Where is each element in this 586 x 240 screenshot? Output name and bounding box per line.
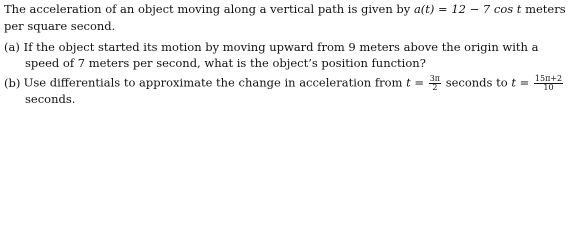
- from-fraction: [429, 75, 441, 92]
- intro-text-continued: per square second.: [4, 19, 116, 33]
- from-numerator: 3π: [429, 74, 441, 83]
- part-b-line-2: [25, 92, 75, 106]
- to-denominator: 10: [543, 83, 554, 92]
- t-equals-to: t =: [511, 75, 533, 90]
- part-a-text-continued: speed of 7 meters per second, what is the object’s position function?: [25, 56, 426, 70]
- part-b-text: Use differentials to approximate the change in acceleration from: [23, 75, 407, 90]
- part-b-line-1: [4, 75, 564, 92]
- part-b-text-continued: seconds.: [25, 92, 76, 106]
- part-a-line-2: [25, 56, 426, 70]
- part-b-label: (b): [4, 75, 21, 90]
- part-a-text: If the object started its motion by moving upward from 9 meters above the origin with a: [23, 40, 539, 54]
- part-a-line-1: [4, 40, 538, 54]
- t-equals-from: t =: [406, 75, 428, 90]
- intro-line-1: [4, 2, 566, 16]
- part-a-label: (a): [4, 40, 20, 54]
- intro-text: The acceleration of an object moving along a vertical path is given by: [4, 2, 414, 16]
- to-fraction: [534, 75, 563, 92]
- part-b-middle-text: seconds to: [442, 75, 512, 90]
- to-numerator: 15π+2: [534, 74, 563, 83]
- intro-units: meters: [521, 2, 566, 16]
- acceleration-formula: a(t) = 12 − 7 cos t: [413, 2, 522, 16]
- intro-line-2: [4, 19, 115, 33]
- from-denominator: 2: [432, 83, 438, 92]
